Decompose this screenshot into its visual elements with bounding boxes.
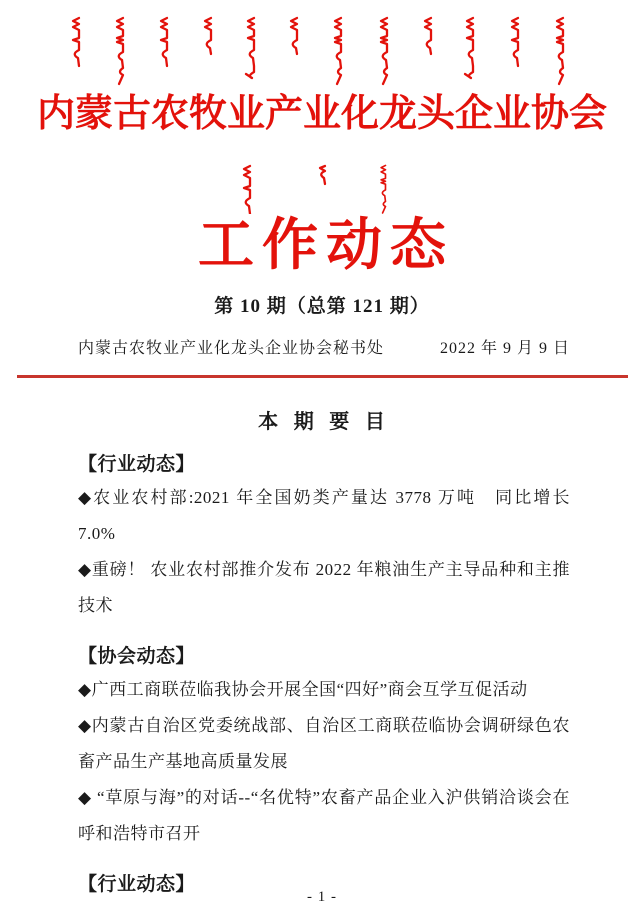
issue-number: 第 10 期（总第 121 期） — [214, 296, 430, 317]
section-association-news — [78, 642, 570, 852]
section-title: 【行业动态】 — [78, 454, 196, 475]
toc-item: ◆农业农村部:2021 年全国奶类产量达 3778 万吨 同比增长 7.0% — [78, 488, 570, 543]
bulletin-title: 工作动态 — [198, 215, 454, 277]
masthead — [0, 0, 644, 378]
mongolian-script-top-row-icon — [62, 16, 582, 88]
mongolian-script-subtitle-row-icon — [227, 164, 417, 214]
toc-item: ◆ “草原与海”的对话--“名优特”农畜产品企业入沪供销洽谈会在呼和浩特市召开 — [78, 788, 570, 843]
table-of-contents — [0, 408, 644, 900]
toc-item: ◆内蒙古自治区党委统战部、自治区工商联莅临协会调研绿色农畜产品生产基地高质量发展 — [78, 716, 570, 771]
section-title: 【协会动态】 — [78, 646, 196, 667]
toc-item: ◆重磅！ 农业农村部推介发布 2022 年粮油生产主导品种和主推技术 — [78, 560, 570, 615]
publisher-row — [0, 338, 644, 360]
section-title: 【行业动态】 — [78, 874, 196, 895]
section-industry-news — [78, 450, 570, 624]
header-divider — [17, 375, 628, 378]
publish-date: 2022 年 9 月 9 日 — [439, 340, 570, 357]
association-title: 内蒙古农牧业产业化龙头企业协会 — [36, 93, 607, 135]
page-number: - 1 - — [307, 889, 337, 905]
toc-item: ◆广西工商联莅临我协会开展全国“四好”商会互学互促活动 — [78, 680, 528, 699]
toc-heading: 本 期 要 目 — [258, 411, 390, 433]
publisher-name: 内蒙古农牧业产业化龙头企业协会秘书处 — [78, 340, 385, 357]
